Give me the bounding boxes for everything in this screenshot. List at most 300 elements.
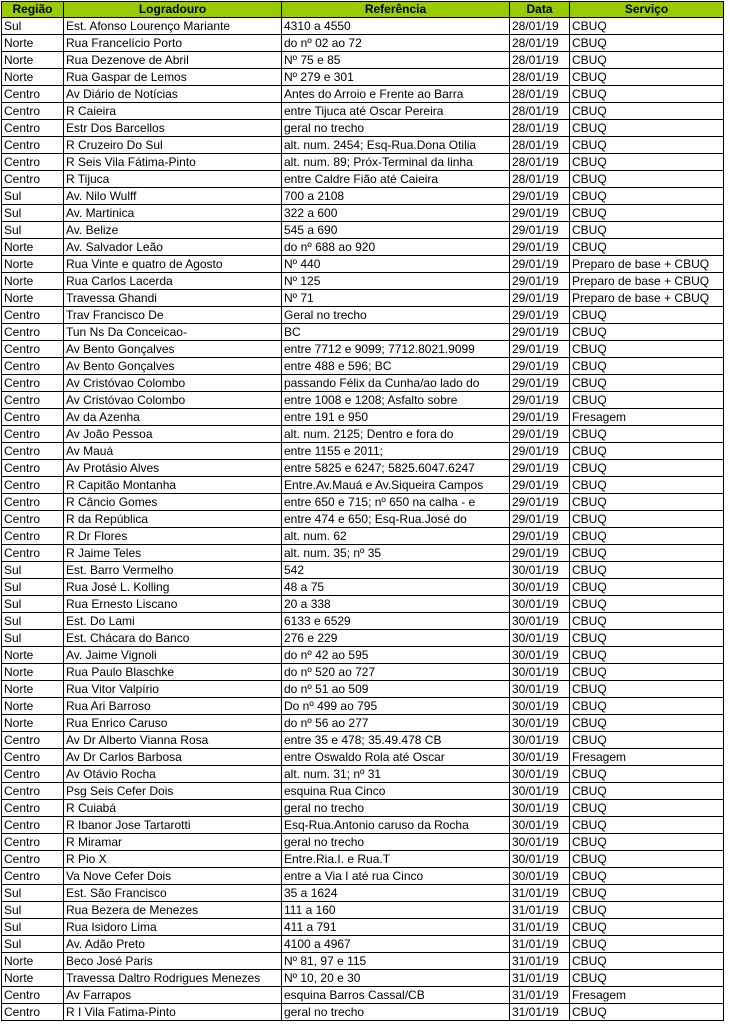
cell-regiao: Sul xyxy=(2,222,64,239)
cell-data: 30/01/19 xyxy=(510,732,570,749)
cell-regiao: Centro xyxy=(2,749,64,766)
cell-regiao: Centro xyxy=(2,324,64,341)
cell-referencia: alt. num. 35; nº 35 xyxy=(282,545,510,562)
table-row xyxy=(2,273,724,290)
cell-referencia: 20 a 338 xyxy=(282,596,510,613)
cell-regiao: Centro xyxy=(2,766,64,783)
cell-servico: CBUQ xyxy=(570,375,724,392)
cell-data: 28/01/19 xyxy=(510,86,570,103)
cell-referencia: entre a Via I até rua Cinco xyxy=(282,868,510,885)
cell-servico: CBUQ xyxy=(570,885,724,902)
table-row xyxy=(2,18,724,35)
cell-servico: CBUQ xyxy=(570,205,724,222)
cell-referencia: do nº 02 ao 72 xyxy=(282,35,510,52)
cell-data: 31/01/19 xyxy=(510,987,570,1004)
cell-logradouro: Av. Belize xyxy=(64,222,282,239)
cell-logradouro: Av Cristóvao Colombo xyxy=(64,392,282,409)
cell-data: 29/01/19 xyxy=(510,511,570,528)
cell-data: 31/01/19 xyxy=(510,902,570,919)
cell-servico: Fresagem xyxy=(570,749,724,766)
cell-servico: CBUQ xyxy=(570,732,724,749)
cell-logradouro: R Jaime Teles xyxy=(64,545,282,562)
cell-data: 30/01/19 xyxy=(510,596,570,613)
table-row xyxy=(2,800,724,817)
cell-logradouro: Av da Azenha xyxy=(64,409,282,426)
table-row xyxy=(2,35,724,52)
cell-referencia: geral no trecho xyxy=(282,834,510,851)
table-row xyxy=(2,647,724,664)
cell-logradouro: R Miramar xyxy=(64,834,282,851)
cell-data: 28/01/19 xyxy=(510,69,570,86)
cell-servico: CBUQ xyxy=(570,154,724,171)
cell-servico: CBUQ xyxy=(570,970,724,987)
cell-referencia: 700 a 2108 xyxy=(282,188,510,205)
cell-data: 29/01/19 xyxy=(510,188,570,205)
table-row xyxy=(2,817,724,834)
cell-logradouro: R Pio X xyxy=(64,851,282,868)
header-data: Data xyxy=(510,2,570,18)
cell-referencia: BC xyxy=(282,324,510,341)
cell-data: 30/01/19 xyxy=(510,766,570,783)
table-row xyxy=(2,902,724,919)
cell-data: 30/01/19 xyxy=(510,613,570,630)
table-row xyxy=(2,919,724,936)
cell-servico: CBUQ xyxy=(570,341,724,358)
cell-logradouro: Av. Salvador Leão xyxy=(64,239,282,256)
cell-referencia: Nº 125 xyxy=(282,273,510,290)
cell-logradouro: Rua Carlos Lacerda xyxy=(64,273,282,290)
cell-servico: CBUQ xyxy=(570,358,724,375)
cell-regiao: Centro xyxy=(2,987,64,1004)
cell-servico: CBUQ xyxy=(570,919,724,936)
cell-logradouro: Rua José L. Kolling xyxy=(64,579,282,596)
cell-servico: CBUQ xyxy=(570,1004,724,1021)
cell-referencia: passando Félix da Cunha/ao lado do xyxy=(282,375,510,392)
cell-logradouro: Rua Isidoro Lima xyxy=(64,919,282,936)
cell-regiao: Centro xyxy=(2,494,64,511)
cell-referencia: 322 a 600 xyxy=(282,205,510,222)
cell-data: 31/01/19 xyxy=(510,936,570,953)
cell-regiao: Norte xyxy=(2,715,64,732)
cell-data: 31/01/19 xyxy=(510,1004,570,1021)
cell-logradouro: R Dr Flores xyxy=(64,528,282,545)
cell-data: 28/01/19 xyxy=(510,171,570,188)
cell-referencia: Nº 10, 20 e 30 xyxy=(282,970,510,987)
cell-logradouro: Psg Seis Cefer Dois xyxy=(64,783,282,800)
cell-logradouro: R Ibanor Jose Tartarotti xyxy=(64,817,282,834)
header-servico: Serviço xyxy=(570,2,724,18)
cell-regiao: Norte xyxy=(2,664,64,681)
cell-data: 29/01/19 xyxy=(510,290,570,307)
table-row xyxy=(2,341,724,358)
header-logradouro: Logradouro xyxy=(64,2,282,18)
cell-referencia: entre 488 e 596; BC xyxy=(282,358,510,375)
cell-servico: CBUQ xyxy=(570,834,724,851)
cell-referencia: Entre.Ria.I. e Rua.T xyxy=(282,851,510,868)
cell-data: 30/01/19 xyxy=(510,715,570,732)
cell-data: 29/01/19 xyxy=(510,205,570,222)
cell-data: 30/01/19 xyxy=(510,783,570,800)
cell-logradouro: R Tijuca xyxy=(64,171,282,188)
cell-referencia: Geral no trecho xyxy=(282,307,510,324)
cell-servico: CBUQ xyxy=(570,783,724,800)
cell-data: 28/01/19 xyxy=(510,154,570,171)
cell-referencia: do nº 42 ao 595 xyxy=(282,647,510,664)
table-row xyxy=(2,205,724,222)
table-row xyxy=(2,579,724,596)
cell-regiao: Norte xyxy=(2,52,64,69)
cell-referencia: entre Tijuca até Oscar Pereira xyxy=(282,103,510,120)
cell-regiao: Centro xyxy=(2,443,64,460)
cell-regiao: Centro xyxy=(2,834,64,851)
cell-data: 29/01/19 xyxy=(510,477,570,494)
table-row xyxy=(2,69,724,86)
table-row xyxy=(2,732,724,749)
cell-logradouro: Trav Francisco De xyxy=(64,307,282,324)
cell-referencia: Esq-Rua.Antonio caruso da Rocha xyxy=(282,817,510,834)
cell-data: 30/01/19 xyxy=(510,579,570,596)
cell-data: 29/01/19 xyxy=(510,494,570,511)
cell-logradouro: Rua Enrico Caruso xyxy=(64,715,282,732)
cell-data: 29/01/19 xyxy=(510,358,570,375)
cell-referencia: entre 35 e 478; 35.49.478 CB xyxy=(282,732,510,749)
cell-regiao: Norte xyxy=(2,698,64,715)
cell-referencia: Antes do Arroio e Frente ao Barra xyxy=(282,86,510,103)
cell-servico: CBUQ xyxy=(570,18,724,35)
cell-logradouro: Travessa Daltro Rodrigues Menezes xyxy=(64,970,282,987)
cell-servico: CBUQ xyxy=(570,120,724,137)
cell-referencia: do nº 688 ao 920 xyxy=(282,239,510,256)
cell-data: 29/01/19 xyxy=(510,341,570,358)
cell-regiao: Sul xyxy=(2,205,64,222)
cell-data: 31/01/19 xyxy=(510,970,570,987)
cell-servico: CBUQ xyxy=(570,562,724,579)
table-row xyxy=(2,885,724,902)
cell-data: 29/01/19 xyxy=(510,256,570,273)
cell-regiao: Centro xyxy=(2,137,64,154)
cell-servico: CBUQ xyxy=(570,851,724,868)
cell-logradouro: Av Mauá xyxy=(64,443,282,460)
cell-data: 28/01/19 xyxy=(510,52,570,69)
cell-regiao: Centro xyxy=(2,783,64,800)
table-row xyxy=(2,562,724,579)
cell-logradouro: R Câncio Gomes xyxy=(64,494,282,511)
cell-logradouro: Rua Bezera de Menezes xyxy=(64,902,282,919)
cell-data: 30/01/19 xyxy=(510,834,570,851)
cell-servico: CBUQ xyxy=(570,953,724,970)
schedule-table xyxy=(1,1,724,1021)
cell-data: 29/01/19 xyxy=(510,375,570,392)
cell-servico: Preparo de base + CBUQ xyxy=(570,290,724,307)
cell-referencia: alt. num. 62 xyxy=(282,528,510,545)
table-row xyxy=(2,834,724,851)
cell-referencia: esquina Rua Cinco xyxy=(282,783,510,800)
cell-regiao: Norte xyxy=(2,953,64,970)
table-row xyxy=(2,426,724,443)
cell-regiao: Sul xyxy=(2,18,64,35)
cell-servico: Fresagem xyxy=(570,987,724,1004)
cell-logradouro: Av Farrapos xyxy=(64,987,282,1004)
cell-servico: CBUQ xyxy=(570,630,724,647)
cell-servico: CBUQ xyxy=(570,902,724,919)
cell-servico: CBUQ xyxy=(570,86,724,103)
cell-regiao: Centro xyxy=(2,358,64,375)
cell-data: 30/01/19 xyxy=(510,647,570,664)
cell-servico: CBUQ xyxy=(570,647,724,664)
cell-servico: CBUQ xyxy=(570,511,724,528)
cell-data: 30/01/19 xyxy=(510,562,570,579)
cell-data: 28/01/19 xyxy=(510,120,570,137)
cell-regiao: Norte xyxy=(2,290,64,307)
table-row xyxy=(2,1004,724,1021)
cell-servico: Preparo de base + CBUQ xyxy=(570,273,724,290)
cell-servico: CBUQ xyxy=(570,69,724,86)
table-row xyxy=(2,783,724,800)
cell-regiao: Centro xyxy=(2,545,64,562)
cell-regiao: Sul xyxy=(2,630,64,647)
table-row xyxy=(2,936,724,953)
cell-data: 28/01/19 xyxy=(510,137,570,154)
cell-data: 29/01/19 xyxy=(510,307,570,324)
cell-logradouro: R Cruzeiro Do Sul xyxy=(64,137,282,154)
cell-referencia: 6133 e 6529 xyxy=(282,613,510,630)
cell-referencia: Nº 440 xyxy=(282,256,510,273)
table-row xyxy=(2,477,724,494)
cell-servico: CBUQ xyxy=(570,460,724,477)
cell-regiao: Norte xyxy=(2,69,64,86)
cell-servico: CBUQ xyxy=(570,936,724,953)
cell-logradouro: Av. Jaime Vignoli xyxy=(64,647,282,664)
cell-servico: CBUQ xyxy=(570,222,724,239)
cell-servico: CBUQ xyxy=(570,188,724,205)
cell-logradouro: Rua Paulo Blaschke xyxy=(64,664,282,681)
cell-servico: CBUQ xyxy=(570,307,724,324)
cell-regiao: Sul xyxy=(2,188,64,205)
cell-data: 29/01/19 xyxy=(510,528,570,545)
cell-referencia: 411 a 791 xyxy=(282,919,510,936)
cell-servico: CBUQ xyxy=(570,171,724,188)
cell-referencia: geral no trecho xyxy=(282,800,510,817)
cell-referencia: 111 a 160 xyxy=(282,902,510,919)
table-row xyxy=(2,970,724,987)
cell-regiao: Norte xyxy=(2,647,64,664)
cell-regiao: Centro xyxy=(2,341,64,358)
cell-referencia: entre Oswaldo Rola até Oscar xyxy=(282,749,510,766)
cell-data: 29/01/19 xyxy=(510,409,570,426)
cell-servico: CBUQ xyxy=(570,800,724,817)
cell-servico: CBUQ xyxy=(570,715,724,732)
table-row xyxy=(2,154,724,171)
cell-data: 30/01/19 xyxy=(510,664,570,681)
cell-regiao: Centro xyxy=(2,1004,64,1021)
cell-referencia: entre 191 e 950 xyxy=(282,409,510,426)
cell-referencia: alt. num. 2454; Esq-Rua.Dona Otilia xyxy=(282,137,510,154)
cell-data: 29/01/19 xyxy=(510,545,570,562)
cell-regiao: Sul xyxy=(2,885,64,902)
cell-servico: CBUQ xyxy=(570,698,724,715)
table-row xyxy=(2,511,724,528)
table-row xyxy=(2,681,724,698)
cell-regiao: Norte xyxy=(2,256,64,273)
cell-logradouro: Av Protásio Alves xyxy=(64,460,282,477)
cell-regiao: Sul xyxy=(2,562,64,579)
cell-data: 29/01/19 xyxy=(510,426,570,443)
cell-regiao: Norte xyxy=(2,35,64,52)
cell-referencia: geral no trecho xyxy=(282,120,510,137)
table-row xyxy=(2,103,724,120)
cell-logradouro: R I Vila Fatima-Pinto xyxy=(64,1004,282,1021)
cell-referencia: 4310 a 4550 xyxy=(282,18,510,35)
table-row xyxy=(2,766,724,783)
header-regiao: Região xyxy=(2,2,64,18)
cell-regiao: Centro xyxy=(2,868,64,885)
cell-logradouro: Av João Pessoa xyxy=(64,426,282,443)
table-row xyxy=(2,460,724,477)
cell-servico: CBUQ xyxy=(570,579,724,596)
cell-referencia: geral no trecho xyxy=(282,1004,510,1021)
cell-regiao: Norte xyxy=(2,681,64,698)
cell-regiao: Centro xyxy=(2,800,64,817)
cell-referencia: entre 650 e 715; nº 650 na calha - e xyxy=(282,494,510,511)
table-row xyxy=(2,239,724,256)
cell-logradouro: Estr Dos Barcellos xyxy=(64,120,282,137)
cell-regiao: Norte xyxy=(2,239,64,256)
table-row xyxy=(2,545,724,562)
cell-servico: CBUQ xyxy=(570,545,724,562)
cell-logradouro: R Cuiabá xyxy=(64,800,282,817)
cell-logradouro: Av Otávio Rocha xyxy=(64,766,282,783)
cell-referencia: entre 474 e 650; Esq-Rua.José do xyxy=(282,511,510,528)
cell-logradouro: Est. Barro Vermelho xyxy=(64,562,282,579)
cell-referencia: entre 7712 e 9099; 7712.8021.9099 xyxy=(282,341,510,358)
cell-servico: CBUQ xyxy=(570,477,724,494)
cell-servico: CBUQ xyxy=(570,664,724,681)
cell-logradouro: Av Dr Carlos Barbosa xyxy=(64,749,282,766)
cell-servico: CBUQ xyxy=(570,443,724,460)
cell-referencia: alt. num. 89; Próx-Terminal da linha xyxy=(282,154,510,171)
table-row xyxy=(2,715,724,732)
cell-data: 30/01/19 xyxy=(510,681,570,698)
header-row xyxy=(2,2,724,18)
cell-regiao: Sul xyxy=(2,613,64,630)
cell-referencia: 545 a 690 xyxy=(282,222,510,239)
cell-regiao: Sul xyxy=(2,902,64,919)
cell-data: 28/01/19 xyxy=(510,18,570,35)
cell-logradouro: Rua Ari Barroso xyxy=(64,698,282,715)
cell-servico: CBUQ xyxy=(570,868,724,885)
table-row xyxy=(2,171,724,188)
cell-referencia: Nº 71 xyxy=(282,290,510,307)
cell-servico: CBUQ xyxy=(570,137,724,154)
cell-regiao: Centro xyxy=(2,511,64,528)
cell-logradouro: Rua Dezenove de Abril xyxy=(64,52,282,69)
cell-logradouro: Av Dr Alberto Vianna Rosa xyxy=(64,732,282,749)
table-row xyxy=(2,630,724,647)
cell-referencia: alt. num. 31; nº 31 xyxy=(282,766,510,783)
cell-servico: Preparo de base + CBUQ xyxy=(570,256,724,273)
cell-logradouro: R Capitão Montanha xyxy=(64,477,282,494)
cell-referencia: 276 e 229 xyxy=(282,630,510,647)
cell-referencia: entre Caldre Fião até Caieira xyxy=(282,171,510,188)
cell-logradouro: Beco José Paris xyxy=(64,953,282,970)
table-row xyxy=(2,698,724,715)
cell-data: 30/01/19 xyxy=(510,749,570,766)
cell-logradouro: R Caieira xyxy=(64,103,282,120)
cell-servico: CBUQ xyxy=(570,239,724,256)
table-row xyxy=(2,222,724,239)
table-row xyxy=(2,851,724,868)
cell-regiao: Centro xyxy=(2,86,64,103)
cell-logradouro: Est. São Francisco xyxy=(64,885,282,902)
cell-regiao: Centro xyxy=(2,426,64,443)
cell-referencia: 4100 a 4967 xyxy=(282,936,510,953)
table-row xyxy=(2,613,724,630)
cell-regiao: Sul xyxy=(2,596,64,613)
cell-data: 28/01/19 xyxy=(510,35,570,52)
cell-servico: CBUQ xyxy=(570,392,724,409)
cell-regiao: Centro xyxy=(2,477,64,494)
cell-regiao: Sul xyxy=(2,919,64,936)
cell-regiao: Centro xyxy=(2,409,64,426)
cell-data: 29/01/19 xyxy=(510,324,570,341)
cell-referencia: alt. num. 2125; Dentro e fora do xyxy=(282,426,510,443)
table-row xyxy=(2,290,724,307)
cell-logradouro: Av. Martinica xyxy=(64,205,282,222)
cell-logradouro: Rua Gaspar de Lemos xyxy=(64,69,282,86)
cell-referencia: esquina Barros Cassal/CB xyxy=(282,987,510,1004)
cell-logradouro: Tun Ns Da Conceicao- xyxy=(64,324,282,341)
header-referencia: Referência xyxy=(282,2,510,18)
cell-regiao: Centro xyxy=(2,307,64,324)
table-row xyxy=(2,307,724,324)
table-row xyxy=(2,868,724,885)
cell-logradouro: Av Bento Gonçalves xyxy=(64,358,282,375)
cell-referencia: Nº 75 e 85 xyxy=(282,52,510,69)
cell-servico: Fresagem xyxy=(570,409,724,426)
cell-logradouro: Av Bento Gonçalves xyxy=(64,341,282,358)
cell-logradouro: Av. Adão Preto xyxy=(64,936,282,953)
cell-regiao: Centro xyxy=(2,732,64,749)
cell-regiao: Centro xyxy=(2,392,64,409)
cell-referencia: do nº 51 ao 509 xyxy=(282,681,510,698)
cell-data: 31/01/19 xyxy=(510,953,570,970)
cell-logradouro: Est. Do Lami xyxy=(64,613,282,630)
table-row xyxy=(2,358,724,375)
cell-data: 30/01/19 xyxy=(510,800,570,817)
cell-logradouro: Travessa Ghandi xyxy=(64,290,282,307)
table-row xyxy=(2,375,724,392)
cell-regiao: Centro xyxy=(2,103,64,120)
cell-referencia: 542 xyxy=(282,562,510,579)
cell-servico: CBUQ xyxy=(570,52,724,69)
table-row xyxy=(2,494,724,511)
cell-regiao: Norte xyxy=(2,970,64,987)
cell-data: 30/01/19 xyxy=(510,630,570,647)
cell-servico: CBUQ xyxy=(570,528,724,545)
table-row xyxy=(2,52,724,69)
cell-data: 30/01/19 xyxy=(510,868,570,885)
cell-data: 28/01/19 xyxy=(510,103,570,120)
cell-regiao: Centro xyxy=(2,528,64,545)
table-row xyxy=(2,749,724,766)
cell-referencia: entre 5825 e 6247; 5825.6047.6247 xyxy=(282,460,510,477)
table-row xyxy=(2,528,724,545)
cell-data: 30/01/19 xyxy=(510,817,570,834)
cell-servico: CBUQ xyxy=(570,35,724,52)
cell-data: 29/01/19 xyxy=(510,460,570,477)
cell-data: 29/01/19 xyxy=(510,443,570,460)
cell-referencia: 35 a 1624 xyxy=(282,885,510,902)
